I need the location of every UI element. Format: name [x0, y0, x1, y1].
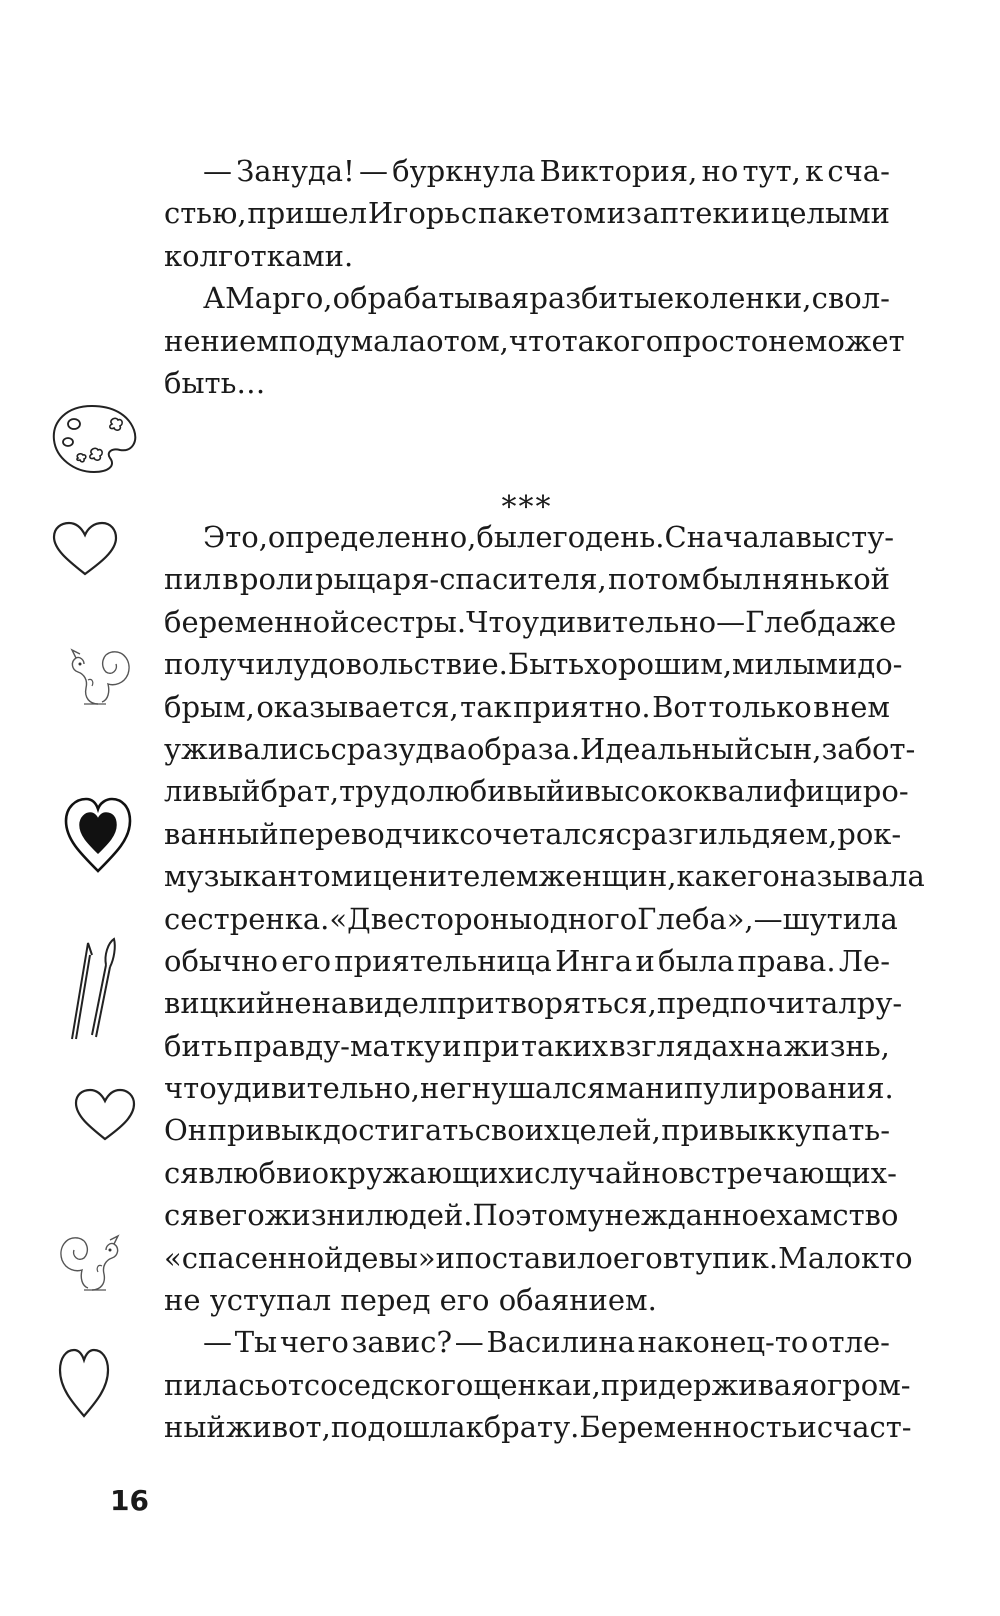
text-line: беременной сестры. Что удивительно — Глеб даже — [164, 604, 897, 639]
text-line: не уступал перед его обаянием. — [164, 1283, 657, 1318]
text-line: пилась от соседского щенка и, придерживая огром- — [164, 1367, 911, 1402]
text-line: музыкантом и ценителем женщин, как его называла — [164, 859, 925, 894]
heart-outline-icon — [56, 1346, 112, 1420]
paintbrushes-icon — [62, 935, 124, 1045]
text-line: — Зануда! — буркнула Виктория, но тут, к сча- — [203, 154, 890, 188]
text-line: ся в любви окружающих и случайно встречающих- — [164, 1155, 897, 1190]
squirrel-icon — [52, 1228, 132, 1296]
text-line: нением подумала о том, что такого просто не может — [164, 323, 905, 358]
palette-icon — [48, 402, 140, 476]
text-line: пил в роли рыцаря-спасителя, потом был нянькой — [164, 562, 890, 597]
text-line: ванный переводчик сочетался с разгильдяем, рок- — [164, 816, 902, 851]
squirrel-icon — [58, 640, 138, 710]
text-line: быть… — [164, 365, 266, 400]
paragraph-block-top — [164, 150, 905, 404]
text-line: стью, пришел Игорь с пакетом из аптеки и целыми — [164, 196, 890, 231]
text-line: — Ты чего завис? — Василина наконец-то отле- — [203, 1325, 890, 1360]
text-line: ся в его жизни людей. Поэтому нежданное хамство — [164, 1198, 899, 1233]
heart-filled-icon — [62, 795, 134, 875]
text-line: бить правду-матку и при таких взглядах на жизнь, — [164, 1028, 890, 1063]
page-number: 16 — [110, 1484, 149, 1517]
text-line: колготками. — [164, 238, 354, 273]
text-line: ливый брат, трудолюбивый и высококвалифициро- — [164, 774, 909, 809]
text-line: А Марго, обрабатывая разбитые коленки, с вол- — [203, 281, 890, 316]
text-line: что удивительно, не гнушался манипулирования. — [164, 1071, 894, 1106]
text-line: Это, определенно, был его день. Сначала высту- — [203, 520, 895, 554]
heart-outline-icon — [50, 520, 120, 578]
text-line: получил удовольствие. Быть хорошим, милым и до- — [164, 647, 903, 682]
text-line: «спасенной девы» и поставило его в тупик. Мало кто — [164, 1240, 913, 1275]
heart-outline-icon — [72, 1087, 138, 1143]
text-line: вицкий ненавидел притворяться, предпочитал ру- — [164, 986, 903, 1021]
text-line: обычно его приятельница Инга и была права. Ле- — [164, 943, 890, 978]
section-separator: *** — [501, 490, 553, 525]
text-line: сестренка. «Две стороны одного Глеба», — шутила — [164, 901, 898, 936]
text-line: ный живот, подошла к брату. Беременность и счаст- — [164, 1410, 912, 1445]
text-line: брым, оказывается, так приятно. Вот только в нем — [164, 689, 890, 724]
text-line: уживались сразу два образа. Идеальный сын, забот- — [164, 731, 916, 766]
text-line: Он привык достигать своих целей, привык купать- — [164, 1113, 890, 1148]
paragraph-block-main — [164, 516, 925, 1449]
